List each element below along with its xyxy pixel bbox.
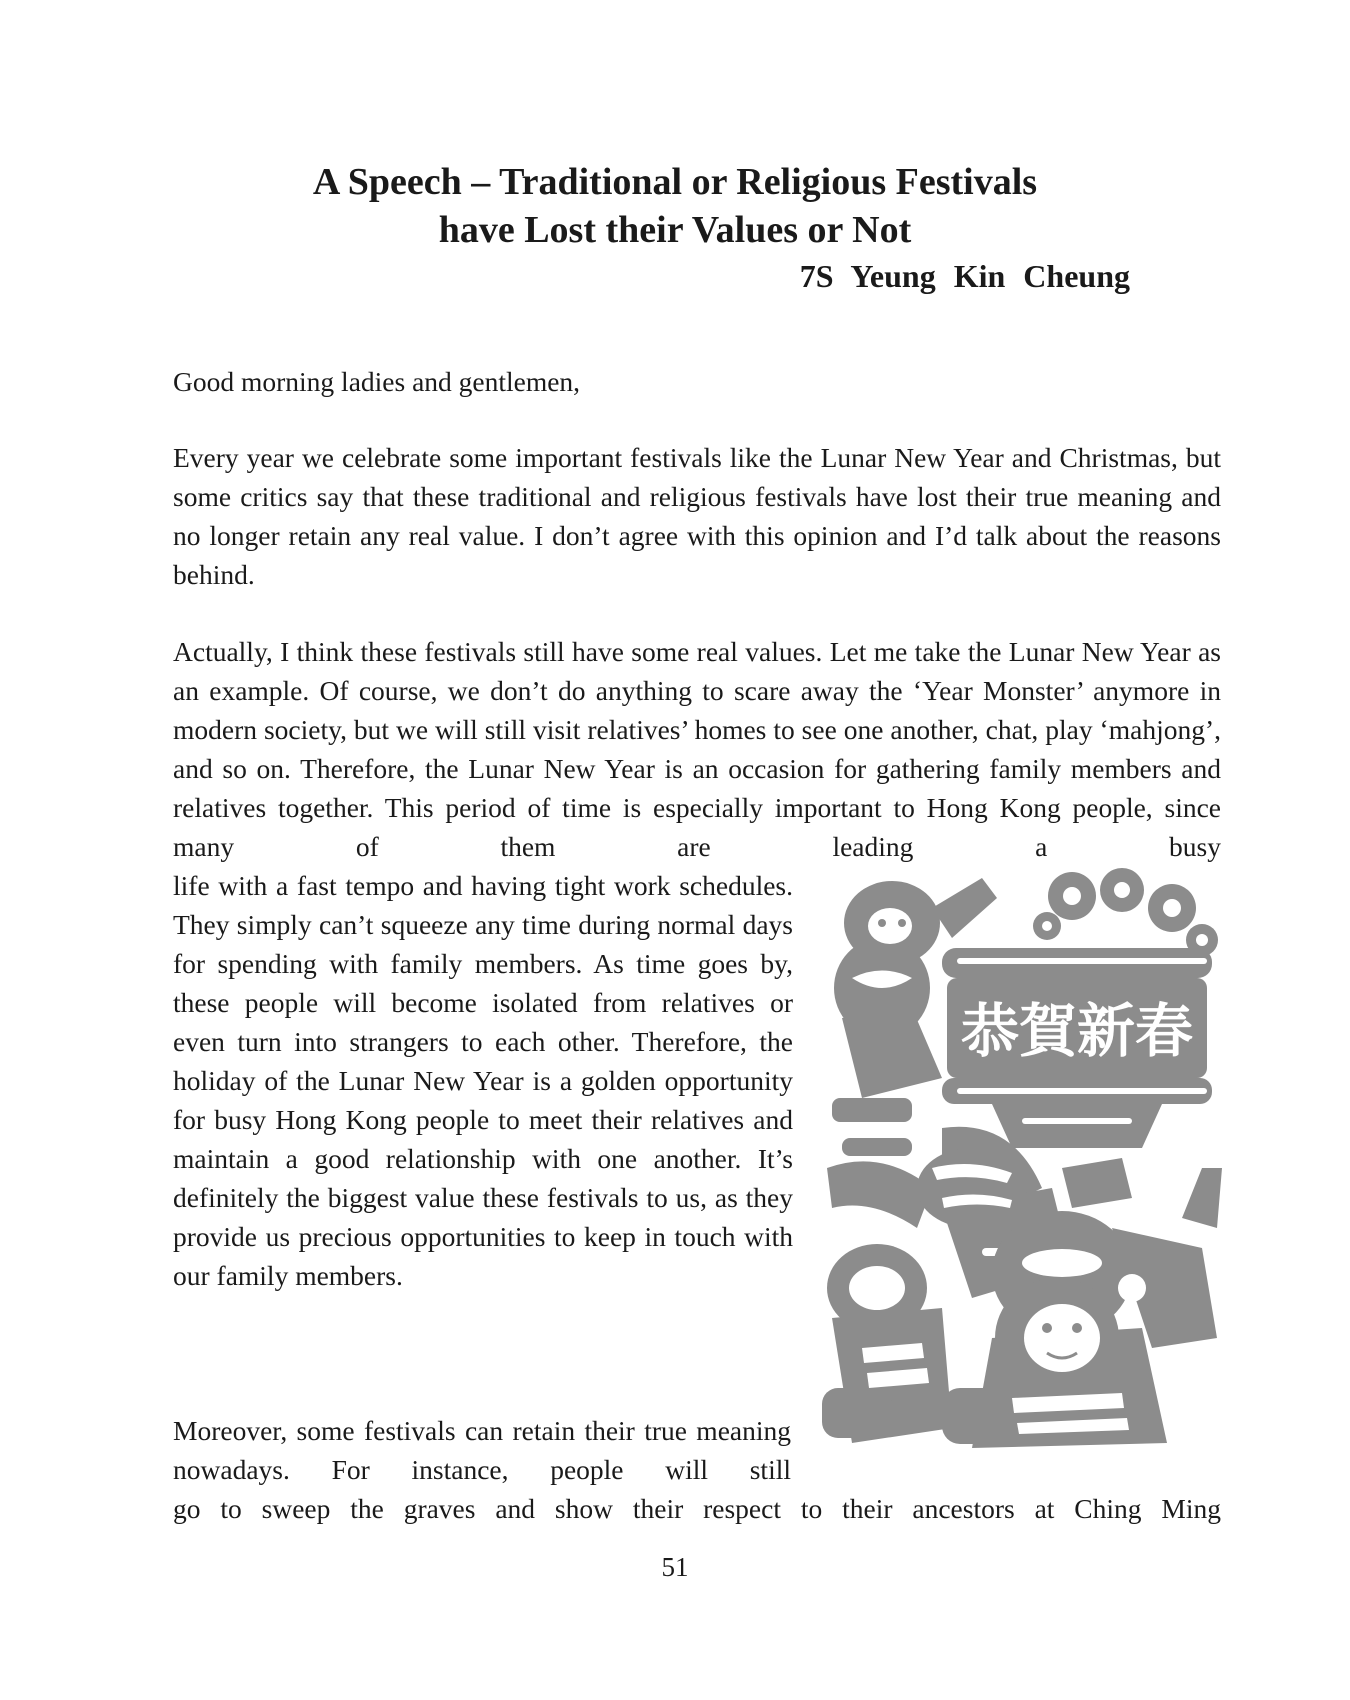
paragraph-3-full-width: go to sweep the graves and show their respect to their ancestors at Ching Ming bbox=[173, 1493, 1221, 1524]
paragraph-3-wrapped: Moreover, some festivals can retain their true meaning nowadays. For instance, people will still bbox=[173, 1415, 791, 1485]
title-line-1: A Speech – Traditional or Religious Festivals bbox=[312, 161, 1038, 203]
paragraph-2-full-width: Actually, I think these festivals still have some real values. Let me take the Lunar New Year as an example. Of course, we don’t do anything to scare away the ‘Year Monster’ anymore in modern society, but we will still visit relatives’ homes to see one another, chat, play ‘mahjong’, and so on. Therefore, the Lunar New Year is an occasion for gathering family members and relatives together. This period of time is especially important to Hong Kong people, since many of them are leading a busy bbox=[173, 636, 1221, 862]
banner-text: 恭賀新春 bbox=[960, 997, 1194, 1065]
greeting: Good morning ladies and gentlemen, bbox=[173, 366, 581, 397]
page-number: 51 bbox=[661, 1552, 689, 1582]
paragraph-2-wrapped: life with a fast tempo and having tight work schedules. They simply can’t squeeze any time during normal days for spending with family members. As time goes by, these people will become isolated from relatives or even turn into strangers to each other. Therefore, the holiday of the Lunar New Year is a golden opportunity for busy Hong Kong people to meet their relatives and maintain a good relationship with one another. It’s definitely the biggest value these festivals to us, as they provide us precious opportunities to keep in touch with our family members. bbox=[173, 870, 793, 1291]
paragraph-1: Every year we celebrate some important festivals like the Lunar New Year and Christmas, but some critics say that these traditional and religious festivals have lost their true meaning and no longer retain any real value. I don’t agree with this opinion and I’d talk about the reasons behind. bbox=[173, 442, 1221, 590]
lunar-new-year-papercut-icon bbox=[822, 868, 1222, 1458]
flower-cluster bbox=[1033, 868, 1218, 956]
author-byline: 7S Yeung Kin Cheung bbox=[799, 258, 1130, 294]
title-line-2: have Lost their Values or Not bbox=[438, 209, 912, 251]
